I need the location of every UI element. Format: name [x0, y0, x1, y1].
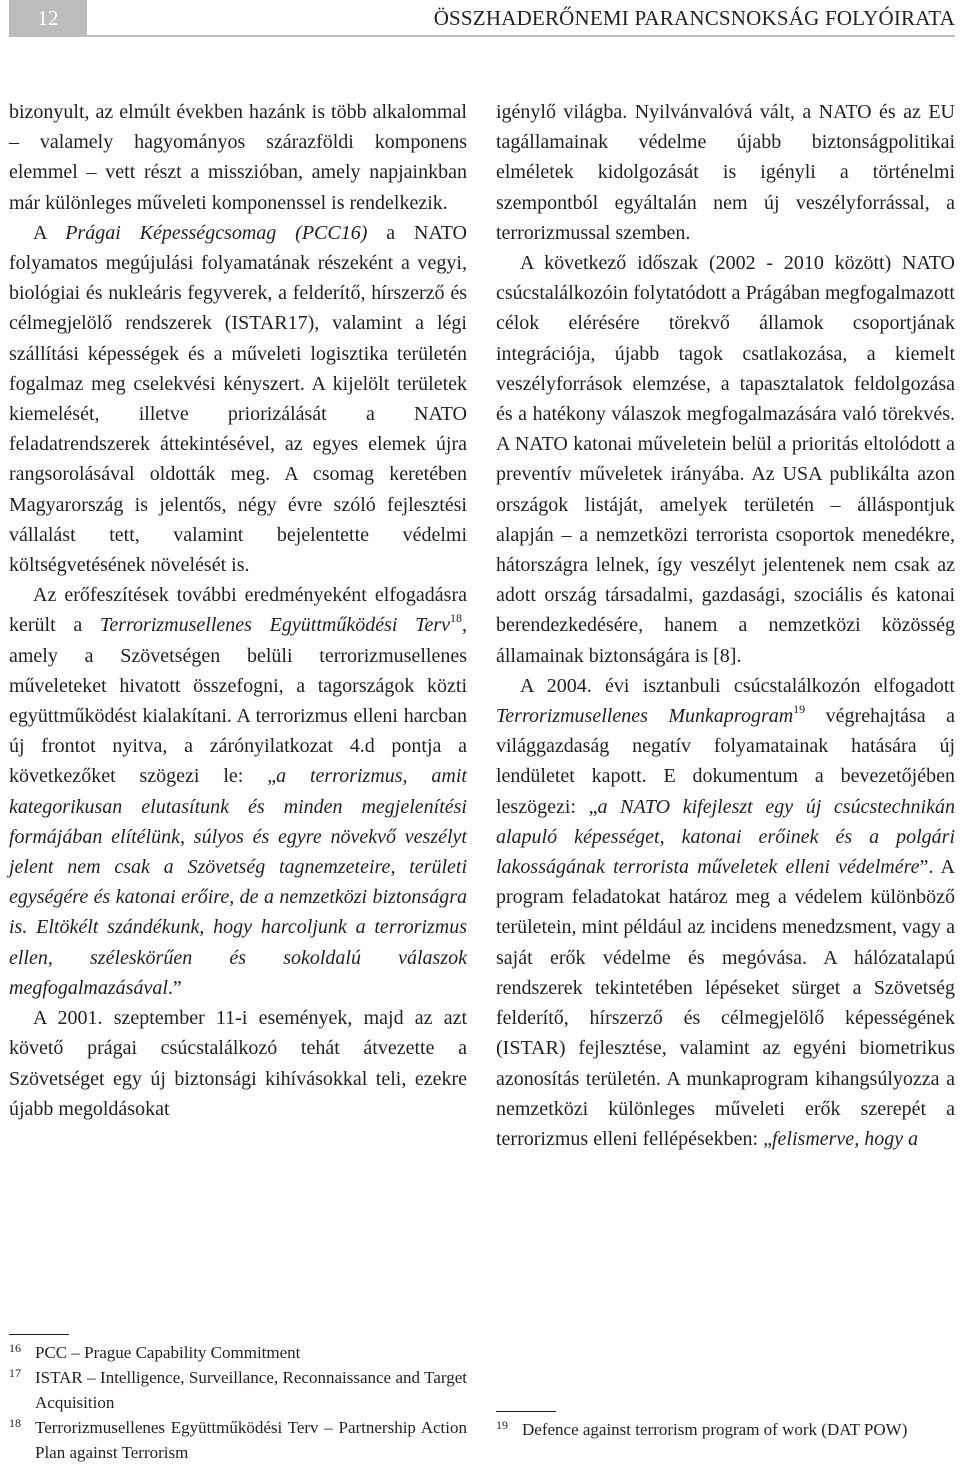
footnote-16	[9, 1340, 467, 1365]
italic-term-plan: Terrorizmusellenes Együttműködési Terv	[100, 614, 450, 637]
left-column	[9, 97, 467, 1124]
footnote-mark: 19	[496, 1418, 508, 1432]
page-number: 12	[9, 0, 87, 37]
text-run: , amely a Szövetségen belüli terrorizmusellenes műveleteket hivatott összefogni, a tagországok közti együttműködést kialakítani. A terrorizmus elleni harcban új frontot nyitva, a zárónyilatkozat 4.d pontja a következőket szögezi le: „	[9, 614, 467, 788]
left-paragraph-3	[9, 580, 467, 1003]
footnote-18	[9, 1415, 467, 1465]
right-paragraph-3	[496, 671, 955, 1154]
footnote-text: PCC – Prague Capability Commitment	[35, 1343, 301, 1362]
right-paragraph-1: igénylő világba. Nyilvánvalóvá vált, a NATO és az EU tagállamainak védelme újabb biztonságpolitikai elméletek kidolgozását is igényli a történelmi szempontból egyáltalán nem új veszélyforrással, a terrorizmussal szemben.	[496, 101, 955, 244]
text-run: A 2004. évi isztanbuli csúcstalálkozón elfogadott	[520, 674, 955, 697]
text-run: .”	[167, 976, 182, 999]
left-paragraph-4: A 2001. szeptember 11-i események, majd az azt követő prágai csúcstalálkozó tehát átvezette a Szövetséget egy új biztonsági kihívásokkal teli, ezekre újabb megoldásokat	[9, 1007, 467, 1120]
text-run: a NATO folyamatos megújulási folyamatának részeként a vegyi, biológiai és nukleáris fegyverek, a felderítő, hírszerző és célmegjelölő rendszerek (ISTAR17), valamint a légi szállítási képességek és a műveleti logisztika területén fogalmaz meg cselekvési kényszert. A kijelölt területek kiemelését, illetve priorizálását a NATO feladatrendszerek áttekintésével, az egyes elemek újra rangsorolásával oldották meg. A csomag keretében Magyarország is jelentős, négy évre szóló fejlesztési vállalást tett, valamint bejelentette védelmi költségvetésének növelését is.	[9, 221, 467, 577]
right-column	[496, 97, 955, 1154]
text-run: ”. A program feladatokat határoz meg a védelem különböző területein, mint például az incidens menedzsment, vagy a saját erők védelme és megóvása. A hálózatalapú rendszerek tekintetében lépéseket sürget a Szövetség felderítő, hírszerző és célmegjelölő képességének (ISTAR) fejlesztése, valamint az egyéni biometrikus azonosítás területén. A munkaprogram kihangsúlyozza a nemzetközi különleges műveleti erők szerepét a terrorizmus elleni fellépésekben: „	[496, 856, 955, 1150]
footnote-rule-left	[9, 1334, 69, 1335]
footnote-mark: 18	[9, 1416, 21, 1430]
footnotes-left	[9, 1340, 467, 1465]
footnote-text: Defence against terrorism program of work (DAT POW)	[522, 1420, 908, 1439]
left-paragraph-2	[9, 218, 467, 580]
page-header	[9, 0, 955, 37]
header-rule	[87, 35, 955, 37]
italic-quote: a terrorizmus, amit kategorikusan elutasítunk és minden megjelenítési formájában elítélünk, súlyos és egyre növekvő veszélyt jelent nem csak a Szövetség tagnemzeteire, területi egységére és katonai erőire, de a nemzetközi biztonságra is. Eltökélt szándékunk, hogy harcoljunk a terrorizmus ellen, széleskörűen és sokoldalú válaszok megfogalmazásával	[9, 765, 467, 999]
footnote-text: ISTAR – Intelligence, Surveillance, Reconnaissance and Target Acquisition	[35, 1368, 467, 1412]
italic-quote: felismerve, hogy a	[772, 1127, 919, 1150]
footnote-ref-18: 18	[450, 611, 462, 626]
italic-term-pcc: Prágai Képességcsomag (PCC16)	[65, 221, 368, 244]
footnote-mark: 17	[9, 1366, 21, 1380]
footnote-mark: 16	[9, 1341, 21, 1355]
text-run: A	[33, 221, 66, 244]
footnote-17	[9, 1365, 467, 1415]
italic-term-program: Terrorizmusellenes Munkaprogram	[496, 705, 794, 728]
text-run: végrehajtása a világgazdaság negatív folyamatainak hatására új lendületet kapott. E dokumentum a bevezetőjében leszögezi: „	[496, 705, 955, 818]
text-run: Az erőfeszítések további eredményeként elfogadásra került a	[9, 584, 467, 637]
italic-quote: a NATO kifejleszt egy új csúcstechnikán alapuló képességet, katonai erőinek és a polgári lakosságának terrorista műveletek elleni védelmére	[496, 795, 955, 879]
left-paragraph-1: bizonyult, az elmúlt években hazánk is több alkalommal – valamely hagyományos szárazföldi komponens elemmel – vett részt a misszióban, amely napjainkban már különleges műveleti komponenssel is rendelkezik.	[9, 101, 467, 214]
journal-title: ÖSSZHADERŐNEMI PARANCSNOKSÁG FOLYÓIRATA	[433, 6, 955, 30]
footnote-rule-right	[496, 1411, 556, 1412]
footnote-text: Terrorizmusellenes Együttműködési Terv – Partnership Action Plan against Terrorism	[35, 1418, 467, 1462]
right-paragraph-2: A következő időszak (2002 - 2010 között) NATO csúcstalálkozóin folytatódott a Prágában megfogalmazott célok elérésére törekvő államok csoportjának integrációja, újabb tagok csatlakozása, a kiemelt veszélyforrások elemzése, a tapasztalatok feldolgozása és a hatékony válaszok megfogalmazására való törekvés. A NATO katonai műveletein belül a prioritás eltolódott a preventív műveletek irányába. Az USA publikálta azon országok listáját, amelyek területén – álláspontjuk alapján – a nemzetközi terrorista csoportok menedékre, hátországra lelnek, így veszélyt jelentenek nem csak az adott ország társadalmi, gazdasági, szociális és katonai berendezkedésére, hanem a nemzetközi közösség államainak biztonságára is [8].	[496, 252, 955, 667]
footnotes-right	[496, 1417, 955, 1442]
footnote-19	[496, 1417, 955, 1442]
footnote-ref-19: 19	[793, 702, 806, 717]
